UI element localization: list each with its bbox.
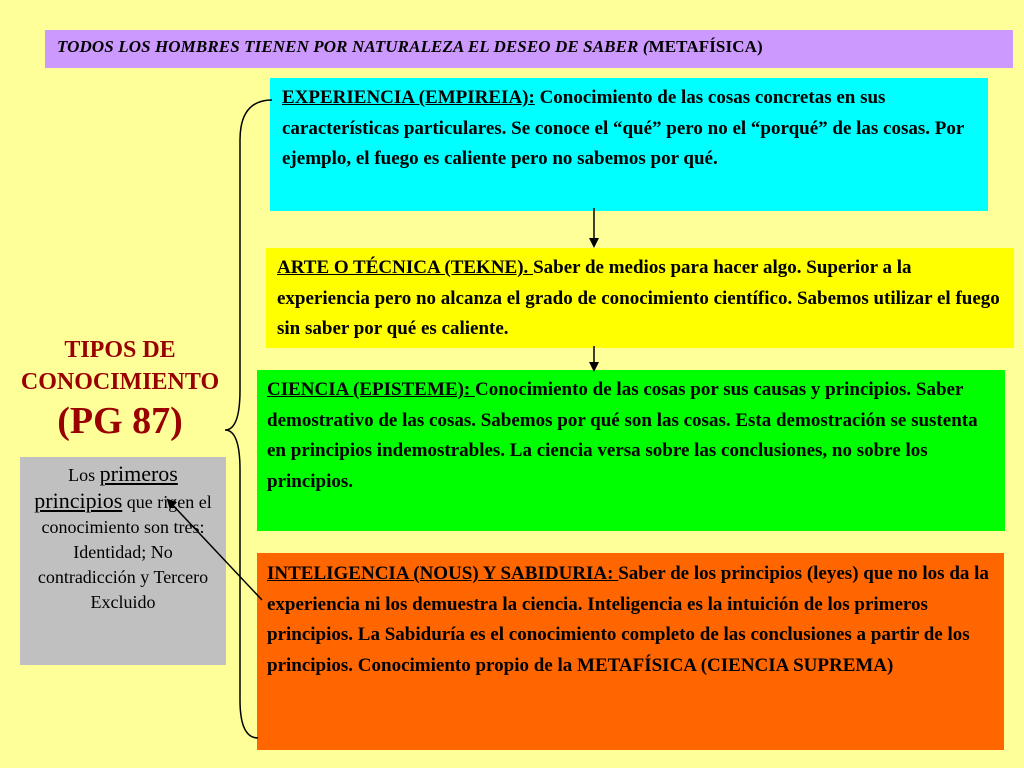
- principios-word2: principios: [34, 488, 123, 513]
- inteligencia-heading: INTELIGENCIA (NOUS) Y SABIDURIA:: [267, 563, 619, 584]
- ciencia-heading: CIENCIA (EPISTEME):: [267, 379, 475, 400]
- tipos-line2: CONOCIMIENTO: [20, 369, 220, 395]
- curly-brace: [225, 100, 272, 738]
- principios-word1: primeros: [99, 461, 178, 486]
- experiencia-heading: EXPERIENCIA (EMPIREIA):: [282, 87, 535, 108]
- banner-text-upright: METAFÍSICA): [648, 37, 763, 56]
- experiencia-body: Conocimiento de las cosas concretas en sus características particulares. Se conoce el “qué” pero no el “porqué” de las cosas. Por ejemplo, el fuego es caliente pero no sabemos por qué.: [282, 87, 964, 169]
- principios-rest: que rigen el conocimiento son tres: Identidad; No contradicción y Tercero Excluido: [37, 492, 212, 612]
- arte-heading: ARTE O TÉCNICA (TEKNE).: [277, 257, 534, 278]
- principios-pre: Los: [68, 465, 100, 485]
- arte-body: Saber de medios para hacer algo. Superior a la experiencia pero no alcanza el grado de conocimiento científico. Sabemos utilizar el fuego sin saber por qué es caliente.: [277, 257, 1000, 339]
- arrow-inteligencia-to-principios: [168, 500, 262, 600]
- page-reference: (PG 87): [57, 400, 183, 442]
- banner-text: TODOS LOS HOMBRES TIENEN POR NATURALEZA EL DESEO DE SABER (: [57, 37, 649, 56]
- inteligencia-body: Saber de los principios (leyes) que no los da la experiencia ni los demuestra la ciencia. Inteligencia es la intuición de los primeros principios. La Sabiduría es el conocimiento completo de las conclusiones a partir de los principios. Conocimiento propio de la METAFÍSICA (CIENCIA SUPREMA): [267, 563, 989, 676]
- tipos-line1: TIPOS DE: [64, 337, 176, 363]
- ciencia-body: Conocimiento de las cosas por sus causas y principios. Saber demostrativo de las cosas. Sabemos por qué son las cosas. Esta demostración se sustenta en principios indemostrables. La ciencia versa sobre las conclusiones, no sobre los principios.: [267, 379, 978, 492]
